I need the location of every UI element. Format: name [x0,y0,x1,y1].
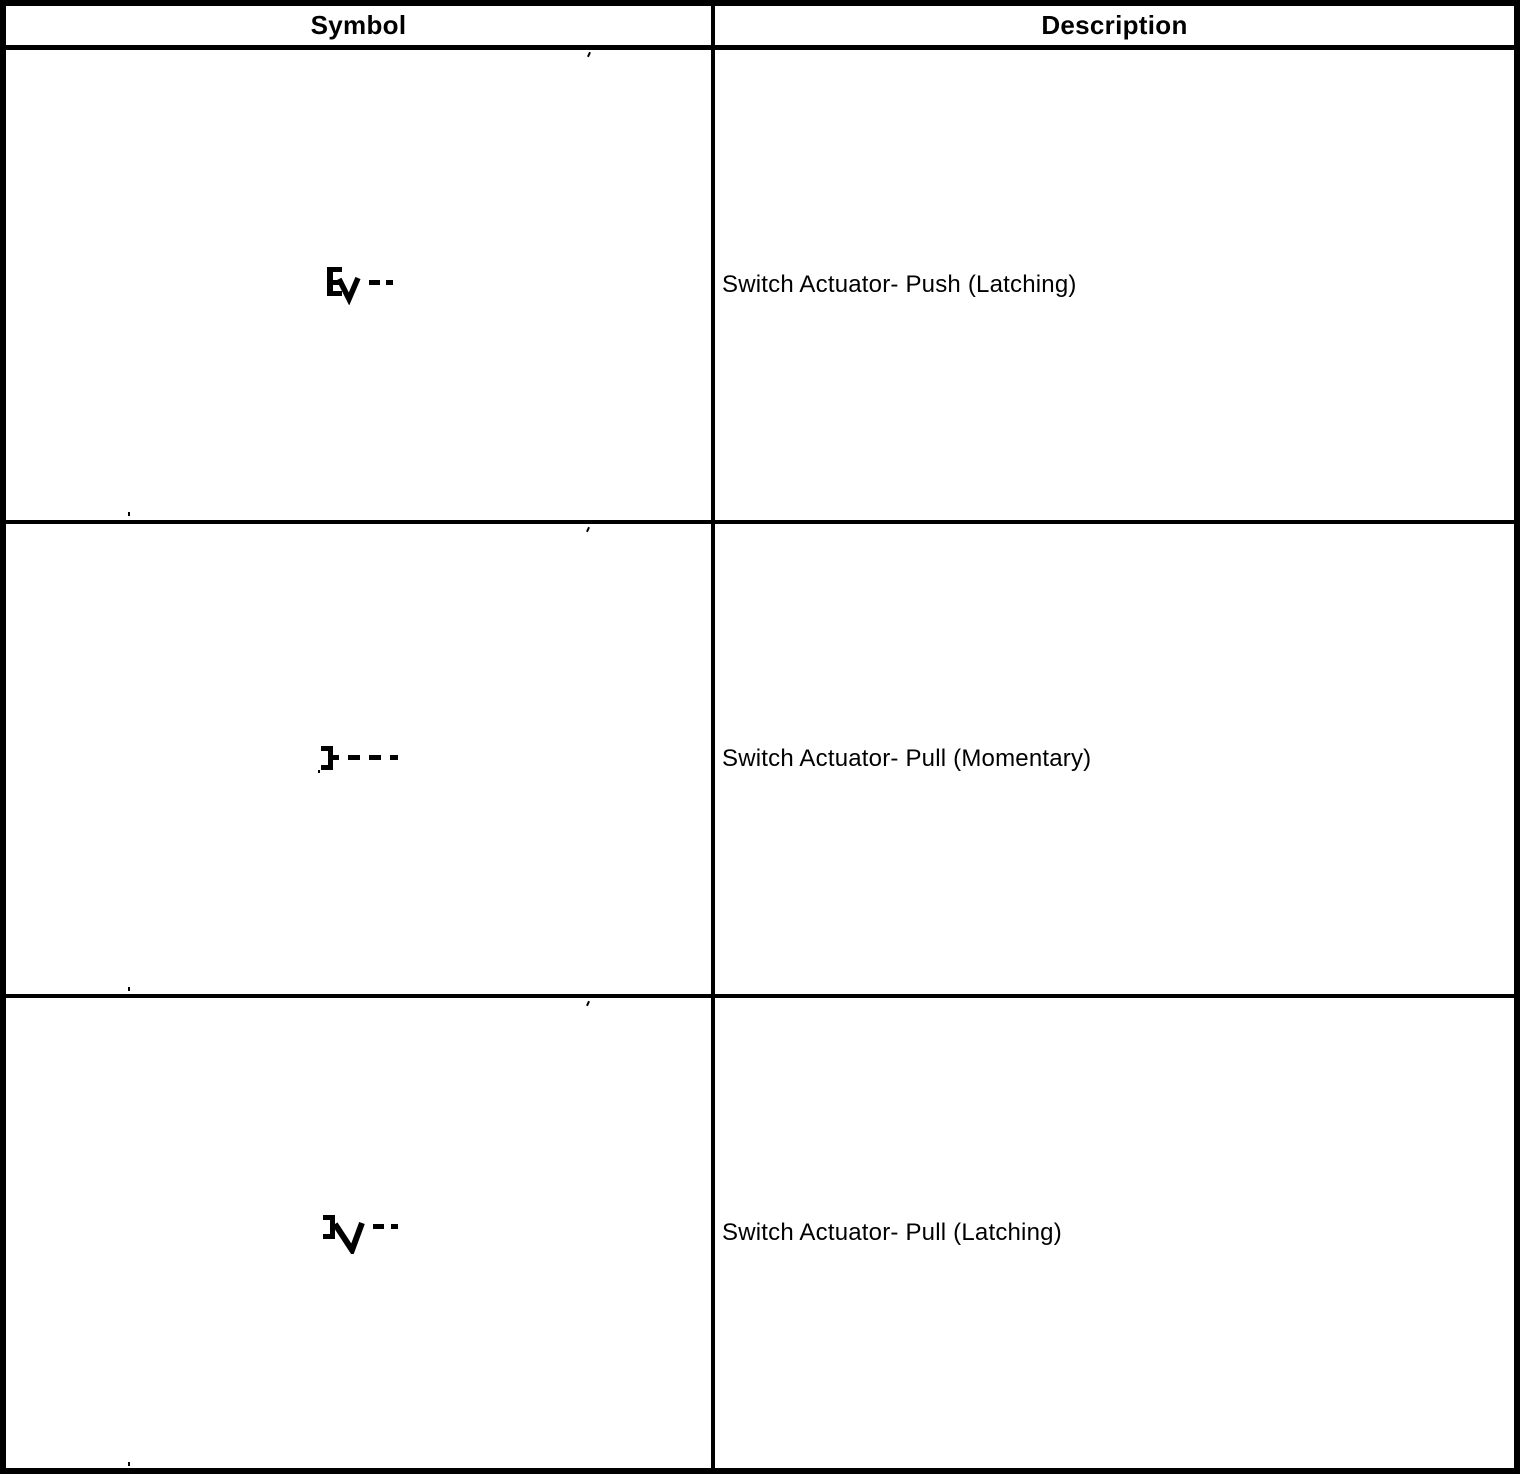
switch-actuator-pull-momentary-icon [318,744,400,774]
symbol-cell [6,998,715,1468]
symbol-column-header [6,6,715,45]
switch-actuator-pull-latching-icon [319,1212,399,1254]
scan-speck [128,512,130,516]
description-column-header-label: Description [1041,10,1188,40]
table-row [6,50,1514,524]
table-row [6,524,1514,998]
description-column-header [715,6,1514,45]
description-cell [715,50,1514,520]
description-cell [715,524,1514,994]
table-row [6,998,1514,1468]
description-text: Switch Actuator- Push (Latching) [722,271,1077,298]
symbol-cell [6,524,715,994]
table-header-row [6,6,1514,50]
scan-speck [128,1462,130,1466]
switch-actuator-push-latching-icon [322,265,396,305]
description-text: Switch Actuator- Pull (Momentary) [722,745,1092,772]
scan-speck [128,987,130,991]
symbol-cell [6,50,715,520]
description-text: Switch Actuator- Pull (Latching) [722,1219,1062,1246]
symbol-column-header-label: Symbol [310,10,407,40]
description-cell [715,998,1514,1468]
